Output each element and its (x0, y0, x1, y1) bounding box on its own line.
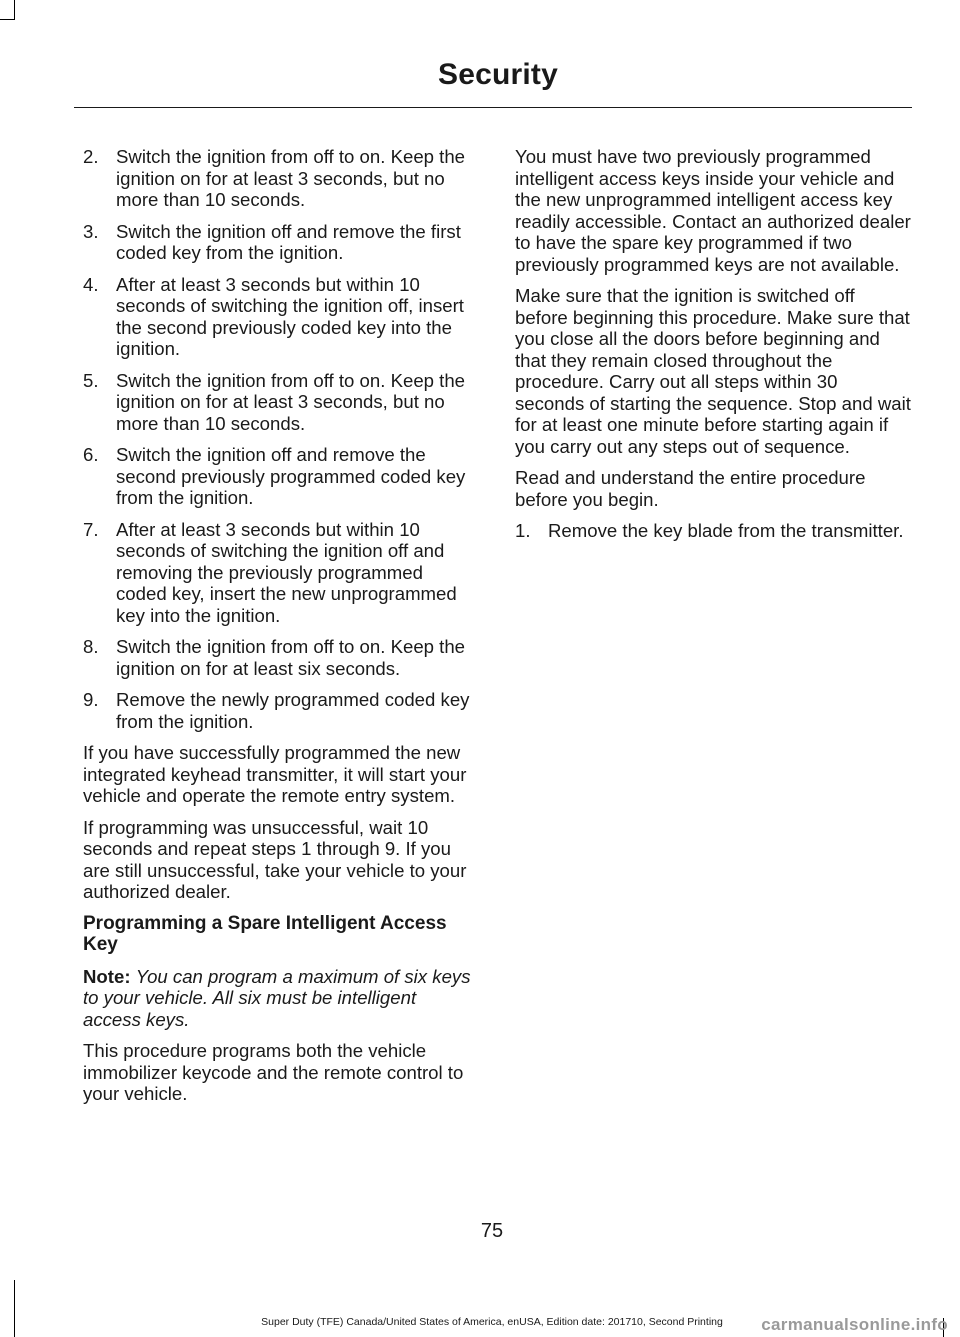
crop-mark-top-left-h (0, 19, 15, 20)
note (83, 966, 476, 1031)
paragraph-read: Read and understand the entire procedure before you begin. (515, 467, 866, 510)
page-number: 75 (480, 1220, 504, 1242)
watermark: carmanualsonline.info (761, 1315, 948, 1334)
step-number: 8. (83, 636, 99, 657)
step-item (83, 519, 476, 627)
step-text: After at least 3 seconds but within 10 seconds of switching the ignition off, insert the second previously coded key into the ignition. (116, 273, 464, 359)
step-text: Switch the ignition from off to on. Keep the ignition on for at least 3 seconds, but no more than 10 seconds. (116, 146, 466, 210)
step-number: 3. (83, 220, 99, 242)
step-item (83, 274, 476, 360)
paragraph-success: If you have successfully programmed the new integrated keyhead transmitter, it will start your vehicle and operate the remote entry system. (83, 742, 467, 806)
step-number: 4. (83, 273, 99, 295)
step-number: 1. (515, 520, 531, 541)
step-number: 6. (83, 444, 99, 465)
step-item (83, 221, 476, 264)
left-column (83, 146, 476, 1115)
step-item (83, 146, 476, 211)
step-number: 2. (83, 146, 99, 167)
step-number: 7. (83, 518, 99, 540)
step-item (83, 689, 476, 732)
step-text: Remove the key blade from the transmitter. (548, 520, 904, 541)
step-item (83, 370, 476, 435)
header-rule (74, 107, 912, 108)
paragraph-unsuccessful: If programming was unsuccessful, wait 10 seconds and repeat steps 1 through 9. If you are still unsuccessful, take your vehicle to your authorized dealer. (83, 816, 467, 902)
step-number: 9. (83, 689, 99, 710)
note-label: Note: (83, 965, 131, 987)
paragraph-make-sure: Make sure that the ignition is switched off before beginning this procedure. Make sure that you close all the doors before beginning and that they remain closed throughout the procedure. Carry out all steps within 30 seconds of starting the sequence. Stop and wait for at least one minute before starting again if you carry out any steps out of sequence. (515, 285, 911, 457)
edition-footer: Super Duty (TFE) Canada/United States of America, enUSA, Edition date: 201710, Second Printing (261, 1316, 723, 1328)
crop-mark-bottom-left-v (14, 1280, 15, 1337)
step-item (83, 636, 476, 679)
step-text: After at least 3 seconds but within 10 seconds of switching the ignition off and removing the previously programmed coded key, insert the new unprogrammed key into the ignition. (116, 518, 457, 626)
subsection-heading: Programming a Spare Intelligent Access Key (83, 912, 447, 955)
step-text: Switch the ignition off and remove the first coded key from the ignition. (116, 220, 461, 263)
crop-mark-top-left-v (14, 0, 15, 20)
paragraph-requirement: You must have two previously programmed intelligent access keys inside your vehicle and the new unprogrammed intelligent access key readily accessible. Contact an authorized dealer to have the spare key programmed if two previously programmed keys are not available. (515, 146, 911, 275)
step-item (83, 444, 476, 509)
step-text: Switch the ignition from off to on. Keep the ignition on for at least six seconds. (116, 636, 466, 679)
step-text: Switch the ignition from off to on. Keep the ignition on for at least 3 seconds, but no more than 10 seconds. (116, 369, 466, 434)
paragraph-procedure: This procedure programs both the vehicle immobilizer keycode and the remote control to your vehicle. (83, 1040, 464, 1104)
step-text: Switch the ignition off and remove the second previously programmed coded key from the ignition. (116, 444, 466, 508)
note-text: You can program a maximum of six keys to your vehicle. All six must be intelligent access keys. (83, 965, 471, 1030)
right-column (515, 146, 911, 552)
step-text: Remove the newly programmed coded key from the ignition. (116, 689, 470, 732)
section-title: Security (438, 58, 558, 91)
step-item (515, 520, 911, 542)
step-number: 5. (83, 369, 99, 391)
